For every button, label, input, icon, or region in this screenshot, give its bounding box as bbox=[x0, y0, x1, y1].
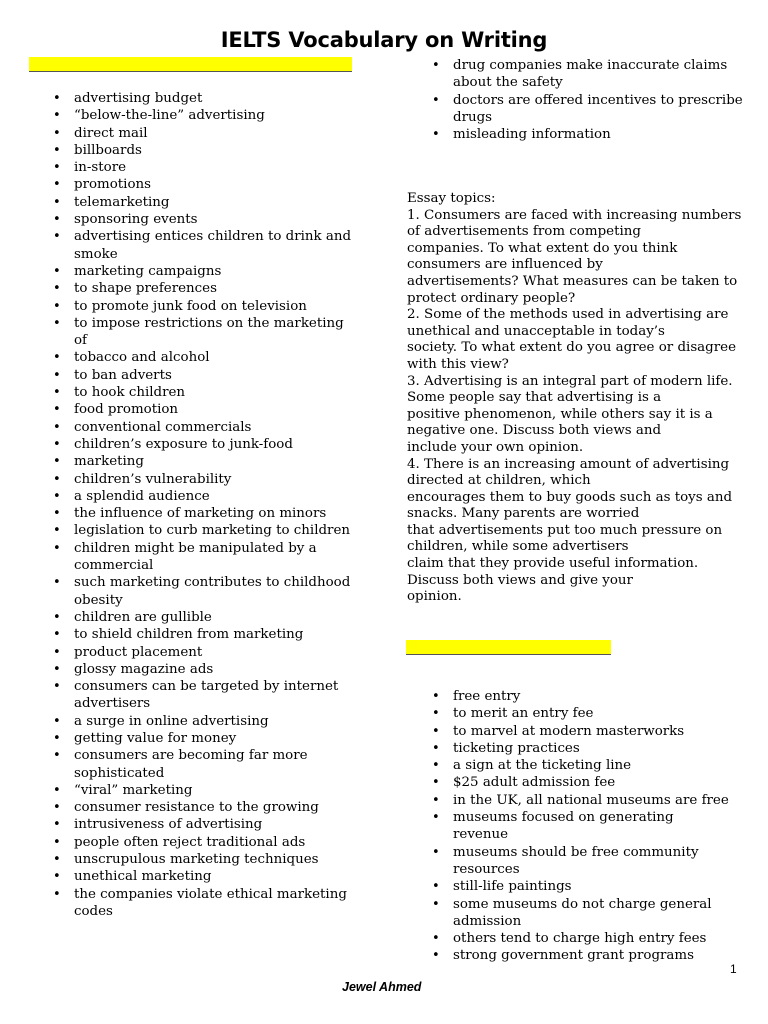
list-item: • to promote junk food on television bbox=[50, 298, 360, 315]
list-item: • others tend to charge high entry fees bbox=[429, 930, 729, 947]
essay-topics bbox=[407, 191, 747, 606]
list-item: • misleading information bbox=[429, 126, 749, 143]
list-item: • advertising entices children to drink and smoke bbox=[50, 228, 360, 263]
list-item: • a splendid audience bbox=[50, 488, 360, 505]
essay-line: snacks. Many parents are worried bbox=[407, 506, 640, 522]
list-item: • to marvel at modern masterworks bbox=[429, 723, 729, 740]
list-item: • to shape preferences bbox=[50, 280, 360, 297]
list-item: • some museums do not charge general admission bbox=[429, 896, 729, 931]
essay-line: positive phenomenon, while others say it is a bbox=[407, 406, 713, 422]
essay-line: encourages them to buy goods such as toys and bbox=[407, 489, 733, 505]
list-item: • advertising budget bbox=[50, 90, 360, 107]
list-item: • getting value for money bbox=[50, 730, 360, 747]
list-item: • “viral” marketing bbox=[50, 782, 360, 799]
essay-line: consumers are influenced by bbox=[407, 257, 603, 273]
list-item: • unscrupulous marketing techniques bbox=[50, 851, 360, 868]
list-item: • ticketing practices bbox=[429, 740, 729, 757]
list-item: • sponsoring events bbox=[50, 211, 360, 228]
essay-line: of advertisements from competing bbox=[407, 224, 641, 240]
list-item: • telemarketing bbox=[50, 194, 360, 211]
essay-line: society. To what extent do you agree or disagree bbox=[407, 340, 736, 356]
list-item: • still-life paintings bbox=[429, 878, 729, 895]
essay-line: claim that they provide useful information. bbox=[407, 556, 699, 572]
list-item: • museums should be free community resources bbox=[429, 844, 729, 879]
list-item: • free entry bbox=[429, 688, 729, 705]
list-item: • food promotion bbox=[50, 401, 360, 418]
list-item: • consumers can be targeted by internet advertisers bbox=[50, 678, 360, 713]
advertising-vocabulary-list bbox=[50, 90, 360, 920]
essay-line: companies. To what extent do you think bbox=[407, 240, 678, 256]
list-item: • children might be manipulated by a commercial bbox=[50, 540, 360, 575]
list-item: • children’s exposure to junk-food bbox=[50, 436, 360, 453]
list-item: • a sign at the ticketing line bbox=[429, 757, 729, 774]
essay-line: directed at children, which bbox=[407, 473, 591, 489]
list-item: • intrusiveness of advertising bbox=[50, 816, 360, 833]
list-item: • tobacco and alcohol bbox=[50, 349, 360, 366]
list-item: • in-store bbox=[50, 159, 360, 176]
essay-line: protect ordinary people? bbox=[407, 290, 576, 306]
list-item: • doctors are offered incentives to prescribe drugs bbox=[429, 92, 749, 127]
list-item: • in the UK, all national museums are free bbox=[429, 792, 729, 809]
list-item: • children’s vulnerability bbox=[50, 471, 360, 488]
museum-vocabulary-list bbox=[429, 688, 729, 965]
list-item: • legislation to curb marketing to children bbox=[50, 522, 360, 539]
list-item: • marketing bbox=[50, 453, 360, 470]
list-item: • direct mail bbox=[50, 125, 360, 142]
list-item: • glossy magazine ads bbox=[50, 661, 360, 678]
list-item: • museums focused on generating revenue bbox=[429, 809, 729, 844]
list-item: • the influence of marketing on minors bbox=[50, 505, 360, 522]
list-item: • “below-the-line” advertising bbox=[50, 107, 360, 124]
page-title: IELTS Vocabulary on Writing bbox=[220, 28, 548, 52]
essay-line: advertisements? What measures can be taken to bbox=[407, 273, 738, 289]
essay-line: that advertisements put too much pressure on bbox=[407, 522, 723, 538]
list-item: • strong government grant programs bbox=[429, 947, 729, 964]
list-item: • people often reject traditional ads bbox=[50, 834, 360, 851]
list-item: • billboards bbox=[50, 142, 360, 159]
section-heading-highlight bbox=[29, 57, 352, 72]
essay-line: Some people say that advertising is a bbox=[407, 390, 662, 406]
essay-line: 3. Advertising is an integral part of modern life. bbox=[407, 373, 733, 389]
list-item: • a surge in online advertising bbox=[50, 713, 360, 730]
list-item: • drug companies make inaccurate claims about the safety bbox=[429, 57, 749, 92]
essay-line: 1. Consumers are faced with increasing numbers bbox=[407, 207, 742, 223]
essay-line: unethical and unacceptable in today’s bbox=[407, 323, 665, 339]
list-item: • to ban adverts bbox=[50, 367, 360, 384]
list-item: • consumer resistance to the growing bbox=[50, 799, 360, 816]
list-item: • to shield children from marketing bbox=[50, 626, 360, 643]
list-item: • the companies violate ethical marketing codes bbox=[50, 886, 360, 921]
list-item: • promotions bbox=[50, 176, 360, 193]
list-item: • conventional commercials bbox=[50, 419, 360, 436]
list-item: • such marketing contributes to childhood obesity bbox=[50, 574, 360, 609]
list-item: • unethical marketing bbox=[50, 868, 360, 885]
essay-topics-heading: Essay topics: bbox=[407, 191, 496, 206]
essay-line: with this view? bbox=[407, 356, 509, 372]
list-item: • children are gullible bbox=[50, 609, 360, 626]
list-item: • to hook children bbox=[50, 384, 360, 401]
section-heading-highlight-museums bbox=[406, 640, 611, 655]
list-item: • to impose restrictions on the marketing of bbox=[50, 315, 360, 350]
advertising-vocabulary-list-continued bbox=[429, 57, 749, 143]
essay-line: opinion. bbox=[407, 589, 462, 605]
essay-line: Discuss both views and give your bbox=[407, 572, 633, 588]
list-item: • to merit an entry fee bbox=[429, 705, 729, 722]
footer-author: Jewel Ahmed bbox=[342, 980, 422, 994]
list-item: • consumers are becoming far more sophisticated bbox=[50, 747, 360, 782]
essay-line: 4. There is an increasing amount of advertising bbox=[407, 456, 730, 472]
list-item: • marketing campaigns bbox=[50, 263, 360, 280]
list-item: • $25 adult admission fee bbox=[429, 774, 729, 791]
essay-line: 2. Some of the methods used in advertising are bbox=[407, 307, 729, 323]
essay-line: children, while some advertisers bbox=[407, 539, 629, 555]
essay-topics-body bbox=[407, 208, 747, 606]
list-item: • product placement bbox=[50, 644, 360, 661]
page-number: 1 bbox=[730, 962, 737, 976]
essay-line: include your own opinion. bbox=[407, 439, 584, 455]
essay-line: negative one. Discuss both views and bbox=[407, 423, 662, 439]
